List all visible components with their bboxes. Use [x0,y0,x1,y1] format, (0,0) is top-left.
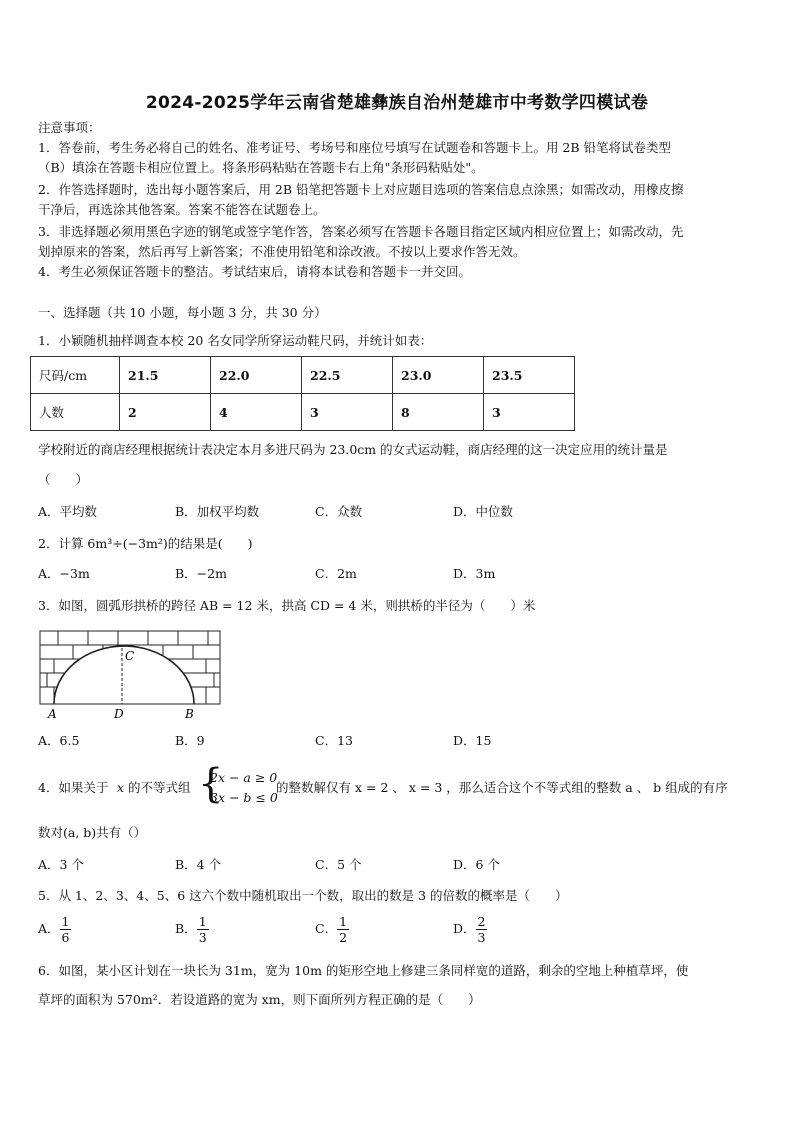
option-c: C．众数 [315,504,363,519]
table-cell: 22.5 [302,357,393,394]
fraction [60,914,72,945]
numerator: 2 [477,914,486,929]
option-d [453,914,487,945]
notice-line: 3．非选择题必须用黑色字迹的钢笔或签字笔作答，答案必须写在答题卡各题目指定区域内相应位置上；如需改动，先 [38,224,684,239]
fraction [337,914,349,945]
question-1-stem: 1．小颖随机抽样调查本校 20 名女同学所穿运动鞋尺码，并统计如表： [38,333,433,348]
notice-heading: 注意事项： [38,120,101,135]
question-6-line2: 草坪的面积为 570m²．若设道路的宽为 xm，则下面所列方程正确的是（ ） [38,992,481,1007]
question-3-stem: 3．如图，圆弧形拱桥的跨径 AB = 12 米，拱高 CD = 4 米，则拱桥的半径为（ ）米 [38,598,536,613]
arch-opening [54,646,194,704]
notice-line: （B）填涂在答题卡相应位置上。将条形码粘贴在答题卡右上角"条形码粘贴处"。 [38,160,484,175]
table-cell: 23.0 [393,357,484,394]
option-c [315,914,349,945]
table-cell: 4 [211,394,302,431]
table-cell: 22.0 [211,357,302,394]
notice-line: 划掉原来的答案，然后再写上新答案；不准使用铅笔和涂改液。不按以上要求作答无效。 [38,244,526,259]
table-cell: 尺码/cm [31,357,120,394]
question-4-line2: 数对(a, b)共有（） [38,825,147,840]
option-b: B．−2m [175,566,227,581]
option-a: A．平均数 [38,504,98,519]
question-4-var [117,778,124,798]
arch-bridge-figure [36,628,226,723]
label-a: A [48,707,57,721]
table-cell: 8 [393,394,484,431]
option-letter: D． [453,921,476,936]
table-cell: 2 [120,394,211,431]
page-title: 2024-2025学年云南省楚雄彝族自治州楚雄市中考数学四模试卷 [145,93,649,113]
notice-line: 1．答卷前，考生务必将自己的姓名、准考证号、考场号和座位号填写在试题卷和答题卡上。用 2B 铅笔将试卷类型 [38,140,672,155]
option-c: C．13 [315,733,353,748]
option-d: D．3m [453,566,496,581]
numerator: 1 [198,914,207,929]
question-4-stem-pre: 4．如果关于 [38,780,109,795]
option-b [175,914,209,945]
option-d: D．中位数 [453,504,514,519]
section-heading: 一、选择题（共 10 小题，每小题 3 分，共 30 分） [38,305,327,320]
option-d: D．6 个 [453,857,500,872]
question-5-stem: 5．从 1、2、3、4、5、6 这六个数中随机取出一个数，取出的数是 3 的倍数的概率是（ ） [38,888,568,903]
option-d: D．15 [453,733,492,748]
label-c: C [125,649,135,663]
option-a: A．3 个 [38,857,84,872]
variable-x: x [117,780,125,795]
denominator: 6 [61,930,70,945]
table-cell: 人数 [31,394,120,431]
denominator: 2 [339,930,348,945]
label-d: D [114,707,124,721]
table-row [31,394,575,431]
denominator: 3 [477,930,486,945]
table-cell: 21.5 [120,357,211,394]
option-a [38,914,71,945]
table-cell: 3 [484,394,575,431]
option-c: C．2m [315,566,357,581]
option-a: A．6.5 [38,733,80,748]
table-row [31,357,575,394]
option-b: B．9 [175,733,205,748]
option-letter: B． [175,921,197,936]
inequality-2: 3x − b ≤ 0 [210,790,278,805]
question-4-stem-post: 的整数解仅有 x = 2 、 x = 3 ，那么适合这个不等式组的整数 a 、 b 组成的有序 [276,780,728,795]
notice-line: 4．考生必须保证答题卡的整洁。考试结束后，请将本试卷和答题卡一并交回。 [38,264,471,279]
question-6-line1: 6．如图，某小区计划在一块长为 31m，宽为 10m 的矩形空地上修建三条同样宽的道路，剩余的空地上种植草坪，使 [38,963,689,978]
numerator: 1 [339,914,348,929]
option-letter: C． [315,921,338,936]
option-b: B．4 个 [175,857,222,872]
notice-line: 2．作答选择题时，选出每小题答案后，用 2B 铅笔把答题卡上对应题目选项的答案信息点涂黑；如需改动，用橡皮擦 [38,182,684,197]
shoe-size-table [30,356,575,431]
fraction [476,914,488,945]
fraction [197,914,209,945]
inequality-1: 2x − a ≥ 0 [210,770,278,785]
label-b: B [185,707,194,721]
option-letter: A． [38,921,60,936]
question-1-text: 学校附近的商店经理根据统计表决定本月多进尺码为 23.0cm 的女式运动鞋，商店经理的这一决定应用的统计量是 [38,442,668,457]
option-b: B．加权平均数 [175,504,260,519]
denominator: 3 [198,930,207,945]
brace-symbol: { [198,761,224,807]
option-a: A．−3m [38,566,90,581]
table-cell: 3 [302,394,393,431]
question-2-stem: 2．计算 6m³÷(−3m²)的结果是( ) [38,536,253,551]
option-c: C．5 个 [315,857,362,872]
numerator: 1 [61,914,70,929]
answer-paren: （ ） [38,472,89,487]
question-4-stem-mid: 的不等式组 [128,780,191,795]
notice-line: 干净后，再选涂其他答案。答案不能答在试题卷上。 [38,202,326,217]
table-cell: 23.5 [484,357,575,394]
